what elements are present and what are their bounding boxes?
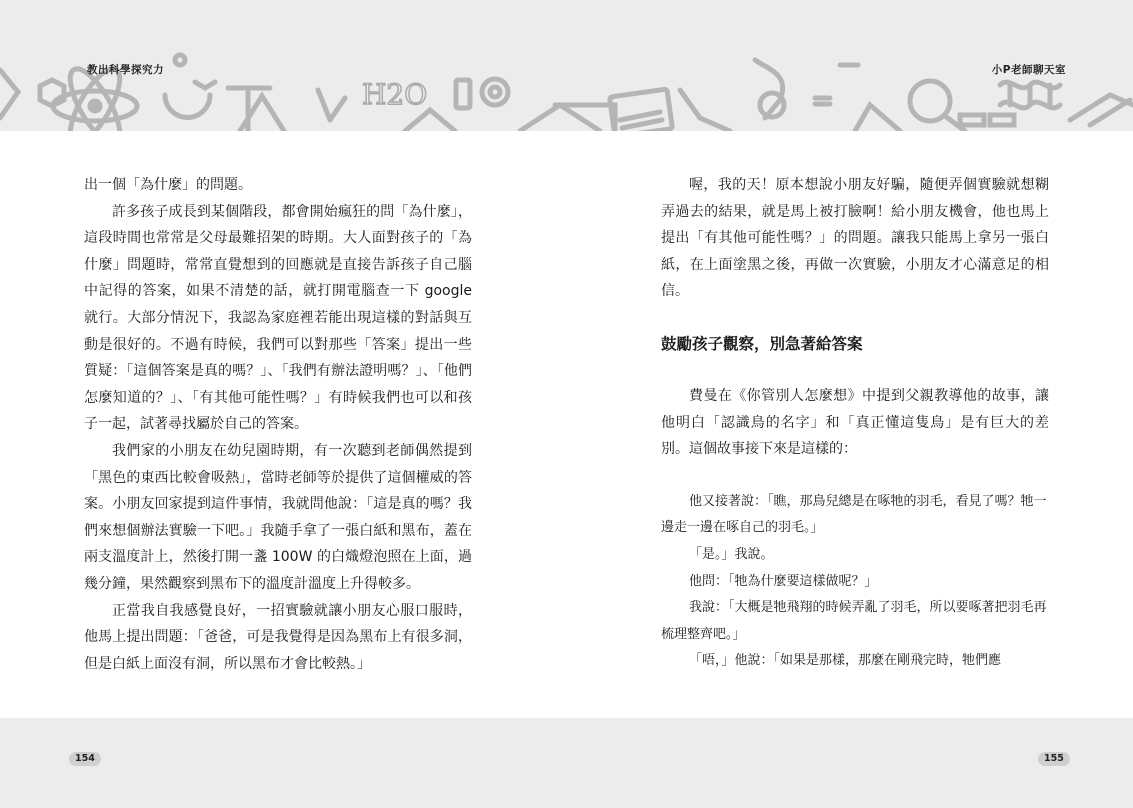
paragraph: 費曼在《你管別人怎麼想》中提到父親教導他的故事，讓他明白「認識鳥的名字」和「真正懂這隻鳥」是有巨大的差別。這個故事接下來是這樣的： xyxy=(661,387,1049,458)
footer-band xyxy=(0,718,1133,808)
quote-paragraph: 他問：「牠為什麼要這樣做呢？」 xyxy=(689,573,878,589)
h2o-doodle: H2O xyxy=(362,78,428,111)
right-page xyxy=(661,172,1049,675)
tube-doodle xyxy=(456,80,470,108)
paragraph: 喔，我的天！原本想說小朋友好騙，隨便弄個實驗就想糊弄過去的結果，就是馬上被打臉啊！給小朋友機會，他也馬上提出「有其他可能性嗎？」的問題。讓我只能馬上拿另一張白紙，在上面塗黑之後，再做一次實驗，小朋友才心滿意足的相信。 xyxy=(661,177,1049,300)
bracket-doodle xyxy=(0,70,18,118)
quote-paragraph: 「是。」我說。 xyxy=(689,546,774,562)
science-doodles xyxy=(0,0,1133,131)
paragraph: 正當我自我感覺良好，一招實驗就讓小朋友心服口服時，他馬上提出問題：「爸爸，可是我覺得是因為黑布上有很多洞，但是白紙上面沒有洞，所以黑布才會比較熱。」 xyxy=(84,602,472,672)
book-title-header: 教出科學探究力 xyxy=(87,64,164,76)
line-doodle xyxy=(318,90,345,120)
paragraph: 出一個「為什麼」的問題。 xyxy=(84,177,252,193)
magnet-doodle xyxy=(165,95,210,118)
paragraph: 我們家的小朋友在幼兒園時期，有一次聽到老師偶然提到「黑色的東西比較會吸熱」，當時老師等於提供了這個權威的答案。小朋友回家提到這件事情，我就問他說：「這是真的嗎？我們來想個辦法實驗一下吧。」我隨手拿了一張白紙和黑布，蓋在兩支溫度計上，然後打開一盞 100W 的白熾燈泡照在上面，過幾分鐘，果然觀察到黑布下的溫度計溫度上升得較多。 xyxy=(84,442,472,592)
quote-paragraph: 我說：「大概是牠飛翔的時候弄亂了羽毛，所以要啄著把羽毛再梳理整齊吧。」 xyxy=(661,600,1047,642)
chapter-title-header: 小P老師聊天室 xyxy=(991,64,1066,76)
left-page xyxy=(84,172,472,677)
paragraph: 許多孩子成長到某個階段，都會開始瘋狂的問「為什麼」，這段時間也常常是父母最難招架的時期。大人面對孩子的「為什麼」問題時，常常直覺想到的回應就是直接告訴孩子自己腦中記得的答案，如果不清楚的話，就打開電腦查一下 google 就行。大部分情況下，我認為家庭裡若能出現這樣的對話與互動是很好的。不過有時候，我們可以對那些「答案」提出一些質疑：「這個答案是真的嗎？」、「我們有辦法證明嗎？」、「他們怎麼知道的？」、「有其他可能性嗎？」有時候我們也可以和孩子一起，試著尋找屬於自己的答案。 xyxy=(84,203,472,433)
quote-paragraph: 他又接著說：「瞧，那鳥兒總是在啄牠的羽毛，看見了嗎？牠一邊走一邊在啄自己的羽毛。」 xyxy=(661,493,1047,536)
section-heading: 鼓勵孩子觀察，別急著給答案 xyxy=(661,334,863,353)
quote-paragraph: 「唔，」他說：「如果是那樣，那麼在剛飛完時，牠們應 xyxy=(689,653,1002,669)
page-number-right: 155 xyxy=(1038,752,1070,766)
lens-doodle xyxy=(482,79,508,105)
header-band xyxy=(0,0,1133,131)
page-number-left: 154 xyxy=(69,752,101,766)
